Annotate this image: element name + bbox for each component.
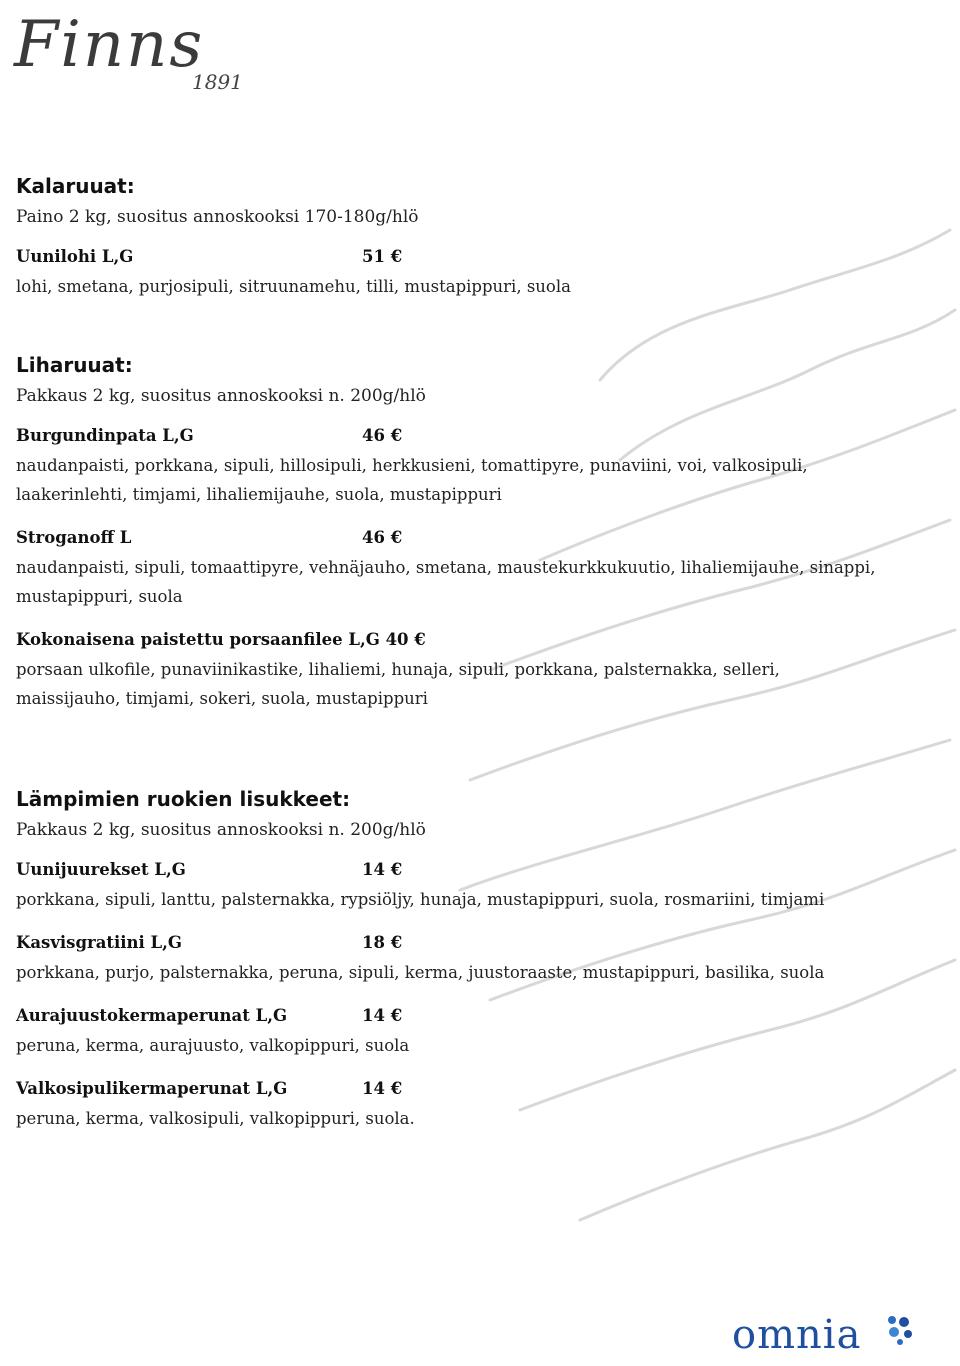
menu-item (16, 930, 916, 987)
menu-content (16, 170, 916, 1149)
section-subtitle: Pakkaus 2 kg, suositus annoskooksi n. 200g/hlö (16, 386, 426, 406)
finns-logo-wordmark: Finns (14, 8, 205, 82)
omnia-logo (732, 1312, 932, 1362)
menu-item-description: peruna, kerma, valkosipuli, valkopippuri, suola. (16, 1109, 415, 1128)
menu-item-description: porkkana, purjo, palsternakka, peruna, sipuli, kerma, juustoraaste, mustapippuri, basilika, suola (16, 963, 825, 982)
menu-item-name: Kasvisgratiini L,G (16, 933, 182, 952)
menu-item-description: peruna, kerma, aurajuusto, valkopippuri, suola (16, 1036, 410, 1055)
menu-item-description: lohi, smetana, purjosipuli, sitruunamehu, tilli, mustapippuri, suola (16, 277, 571, 296)
menu-item-price: 14 € (362, 1079, 403, 1098)
section-liharuuat (16, 349, 916, 713)
menu-item-name: Uunijuurekset L,G (16, 860, 186, 879)
menu-item-price: 51 € (362, 247, 403, 266)
menu-item-name: Stroganoff L (16, 528, 132, 547)
menu-item (16, 1003, 916, 1060)
menu-item-description: naudanpaisti, porkkana, sipuli, hillosipuli, herkkusieni, tomattipyre, punaviini, voi, valkosipuli, laakerinlehti, timjami, lihaliemijauhe, suola, mustapippuri (16, 456, 808, 504)
menu-item-price: 46 € (362, 426, 403, 445)
menu-item-price: 14 € (362, 1006, 403, 1025)
menu-item (16, 627, 916, 713)
menu-item (16, 244, 916, 301)
menu-item-name: Valkosipulikermaperunat L,G (16, 1079, 288, 1098)
menu-item-name: Burgundinpata L,G (16, 426, 194, 445)
menu-item-description: porsaan ulkofile, punaviinikastike, lihaliemi, hunaja, sipuli, porkkana, palsternakka, selleri, maissijauho, timjami, sokeri, suola, mustapippuri (16, 660, 780, 708)
omnia-logo-dots-icon (882, 1312, 918, 1348)
section-lisukkeet (16, 783, 916, 1133)
menu-item-price: 46 € (362, 528, 403, 547)
menu-item (16, 857, 916, 914)
finns-logo (6, 4, 246, 100)
section-title: Lämpimien ruokien lisukkeet: (16, 787, 351, 811)
section-title: Kalaruuat: (16, 174, 135, 198)
menu-item-name: Aurajuustokermaperunat L,G (16, 1006, 288, 1025)
omnia-logo-wordmark: omnia (732, 1312, 862, 1358)
menu-item (16, 525, 916, 611)
section-subtitle: Paino 2 kg, suositus annoskooksi 170-180g/hlö (16, 207, 419, 227)
menu-item-price: 14 € (362, 860, 403, 879)
menu-item-name: Uunilohi L,G (16, 247, 134, 266)
menu-item (16, 1076, 916, 1133)
menu-item-description: naudanpaisti, sipuli, tomaattipyre, vehnäjauho, smetana, maustekurkkukuutio, lihaliemijauhe, sinappi, mustapippuri, suola (16, 558, 876, 606)
finns-logo-year: 1891 (192, 70, 243, 94)
menu-item-description: porkkana, sipuli, lanttu, palsternakka, rypsiöljy, hunaja, mustapippuri, suola, rosmariini, timjami (16, 890, 825, 909)
menu-item (16, 423, 916, 509)
section-title: Liharuuat: (16, 353, 133, 377)
section-subtitle: Pakkaus 2 kg, suositus annoskooksi n. 200g/hlö (16, 820, 426, 840)
menu-item-price: 18 € (362, 933, 403, 952)
menu-item-name: Kokonaisena paistettu porsaanfilee L,G 40 € (16, 630, 426, 649)
section-kalaruuat (16, 170, 916, 301)
